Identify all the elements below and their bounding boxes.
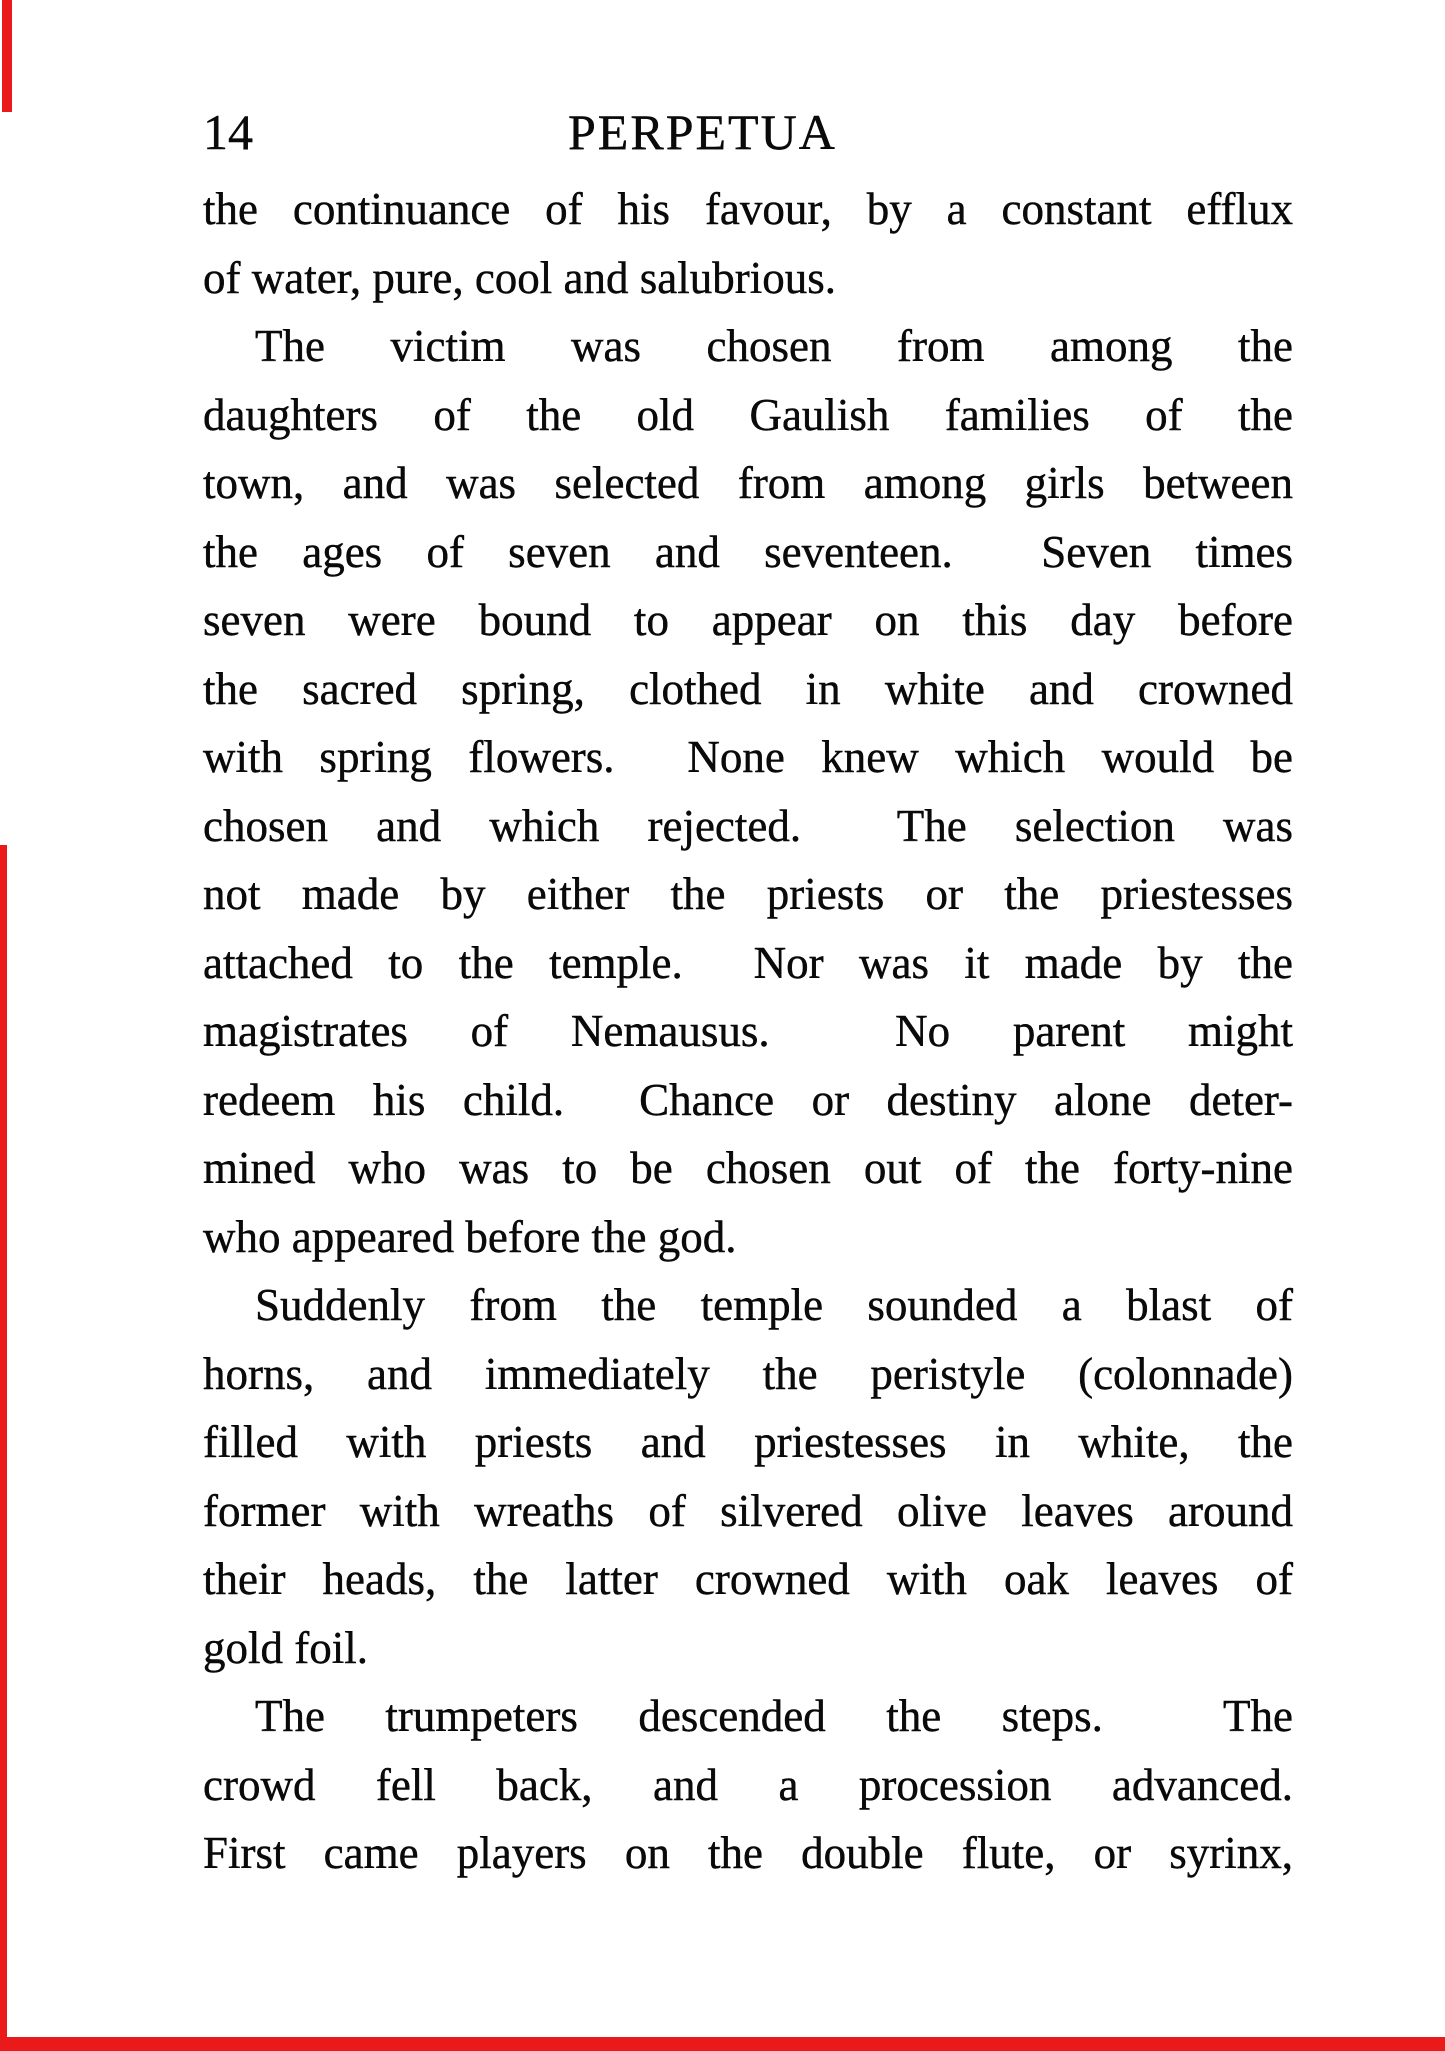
text-line: the sacred spring, clothed in white and crowned [203,663,1293,714]
body-text [203,175,1293,1888]
text-line: The victim was chosen from among the [255,321,1293,371]
text-line: not made by either the priests or the priestesses [203,869,1293,919]
text-line: horns, and immediately the peristyle (colonnade) [203,1348,1293,1399]
text-line: magistrates of Nemausus. No parent might [203,1006,1293,1056]
scan-edge-artifact-bottom [6,2037,1445,2051]
text-line: Suddenly from the temple sounded a blast of [255,1280,1293,1330]
text-line: the ages of seven and seventeen. Seven times [203,526,1293,577]
text-line: seven were bound to appear on this day before [203,595,1293,645]
text-line: daughters of the old Gaulish families of the [203,389,1293,440]
text-line: chosen and which rejected. The selection was [203,800,1293,851]
text-line: the continuance of his favour, by a constant efflux [203,184,1293,234]
text-line: with spring flowers. None knew which would be [203,732,1293,782]
scan-edge-artifact-top-left [2,0,12,112]
text-line: redeem his child. Chance or destiny alone deter- [203,1074,1293,1125]
text-line: who appeared before the god. [203,1211,737,1262]
scan-edge-artifact-left [0,845,7,2051]
page-number: 14 [203,104,253,160]
text-line: crowd fell back, and a procession advanced. [203,1759,1293,1810]
text-line: First came players on the double flute, or syrinx, [203,1828,1293,1878]
text-line: their heads, the latter crowned with oak leaves of [203,1554,1293,1604]
text-line: gold foil. [203,1622,368,1673]
text-line: of water, pure, cool and salubrious. [203,252,837,303]
text-line: The trumpeters descended the steps. The [255,1691,1293,1741]
text-line: filled with priests and priestesses in white, the [203,1417,1293,1467]
text-line: attached to the temple. Nor was it made by the [203,937,1293,988]
running-header-title: PERPETUA [568,104,837,160]
text-line: former with wreaths of silvered olive leaves around [203,1485,1293,1536]
text-line: town, and was selected from among girls between [203,458,1293,508]
page-header [203,104,1293,160]
text-line: mined who was to be chosen out of the forty-nine [203,1143,1293,1193]
